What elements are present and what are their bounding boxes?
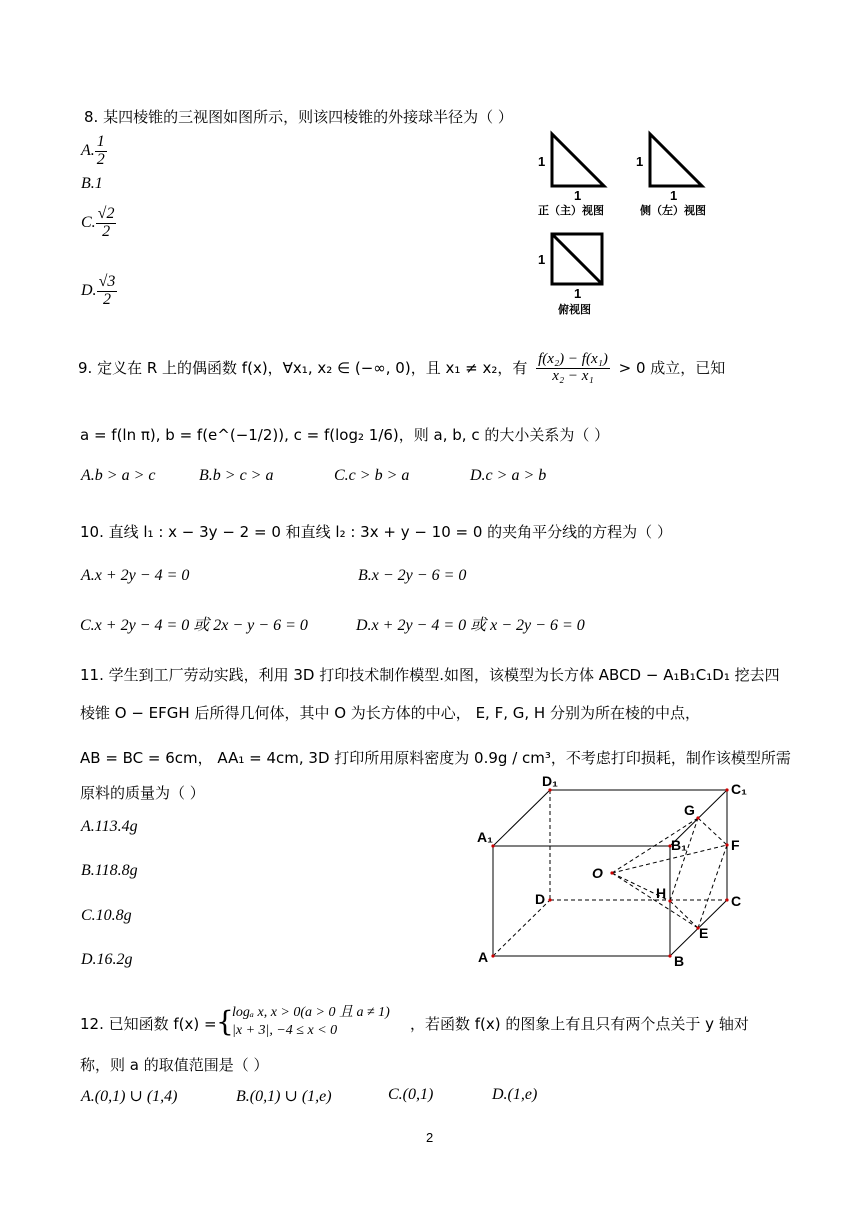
q11-cuboid-figure (470, 770, 760, 975)
q10-stem: 10. 直线 l₁ : x − 3y − 2 = 0 和直线 l₂ : 3x + y − 10 = 0 的夹角平分线的方程为（ ） (80, 523, 672, 541)
page-number: 2 (426, 1130, 434, 1145)
front-view-caption: 正（主）视图 (538, 205, 604, 217)
q12-option-b[interactable]: B.(0,1) ∪ (1,e) (236, 1088, 332, 1105)
q9-line2: a = f(ln π), b = f(e^(−1/2)), c = f(log₂ 1/6)，则 a, b, c 的大小关系为（ ） (80, 426, 610, 444)
q10-option-c[interactable]: C.x + 2y − 4 = 0 或 2x − y − 6 = 0 (80, 617, 308, 634)
q11-option-c[interactable]: C.10.8g (81, 907, 132, 924)
vertex-label-h: H (656, 885, 667, 901)
q10-option-a[interactable]: A.x + 2y − 4 = 0 (81, 567, 190, 584)
q11-option-a[interactable]: A.113.4g (81, 818, 138, 835)
q9-difference-quotient: $\frac{\text{f(x₂) − f(x₁)}}{\text{x₂ − x₁}}$ (538, 351, 608, 384)
q11-line2: 棱锥 O − EFGH 后所得几何体，其中 O 为长方体的中心， E, F, G, H 分别为所在棱的中点， (80, 704, 700, 722)
vertex-label-g: G (684, 802, 695, 818)
side-view (636, 134, 706, 217)
vertex-label-f: F (731, 837, 740, 853)
vertex-label-c: C (731, 893, 742, 909)
q12-option-a[interactable]: A.(0,1) ∪ (1,4) (81, 1088, 178, 1105)
q9-option-d[interactable]: D.c > a > b (470, 467, 547, 484)
q11-line1: 11. 学生到工厂劳动实践，利用 3D 打印技术制作模型.如图，该模型为长方体 ABCD − A₁B₁C₁D₁ 挖去四 (80, 666, 780, 684)
q10-option-d[interactable]: D.x + 2y − 4 = 0 或 x − 2y − 6 = 0 (356, 617, 585, 634)
q9-line1: 9. 定义在 R 上的偶函数 f(x)，∀x₁, x₂ ∈ (−∞, 0)，且 x₁ ≠ x₂，有 $\frac{\text{f(x₂) − f(x₁)}}{\text{x₂ − x₁}}$ > 0 成立，已知 (78, 351, 726, 384)
top-view-side-label: 1 (538, 252, 546, 267)
side-view-bottom-label: 1 (670, 188, 678, 203)
q12-stem-line2: 称，则 a 的取值范围是（ ） (80, 1056, 269, 1074)
vertex-label-a1: A₁ (477, 829, 493, 845)
top-view-bottom-label: 1 (574, 286, 582, 301)
q8-option-d[interactable]: D. $\frac{√3}{2}$ (81, 273, 116, 308)
q10-option-b[interactable]: B.x − 2y − 6 = 0 (358, 567, 467, 584)
side-view-side-label: 1 (636, 154, 644, 169)
top-view-caption: 俯视图 (558, 304, 591, 316)
q8-option-a[interactable]: A. $\frac{1}{2}$ (81, 133, 105, 168)
q9-option-c[interactable]: C.c > b > a (334, 467, 410, 484)
q9-option-a[interactable]: A.b > a > c (81, 467, 156, 484)
q9-option-b[interactable]: B.b > c > a (199, 467, 274, 484)
q8-option-c[interactable]: C. $\frac{√2}{2}$ (81, 205, 115, 240)
vertex-label-b: B (674, 953, 685, 969)
q12-stem-line1: 12. 已知函数 f(x) = { logₐ x, x > 0(a > 0 且 a ≠ 1) |x + 3|, −4 ≤ x < 0 ，若函数 f(x) 的图象上有且只有两个点关于 y 轴对 (80, 1003, 780, 1043)
side-view-caption: 侧（左）视图 (640, 205, 706, 217)
q11-line3: AB = BC = 6cm， AA₁ = 4cm, 3D 打印所用原料密度为 0.9g / cm³，不考虑打印损耗，制作该模型所需 (80, 749, 791, 767)
front-view-bottom-label: 1 (574, 188, 582, 203)
q8-three-view-figure (530, 126, 730, 326)
vertex-label-a: A (478, 949, 489, 965)
vertex-label-d1: D₁ (542, 773, 558, 789)
front-view (538, 134, 604, 217)
front-view-side-label: 1 (538, 154, 546, 169)
vertex-label-o: O (592, 865, 603, 881)
piecewise-brace: { (216, 1005, 234, 1038)
q11-option-b[interactable]: B.118.8g (81, 862, 138, 879)
q11-option-d[interactable]: D.16.2g (81, 951, 133, 968)
q8-stem: 8. 某四棱锥的三视图如图所示，则该四棱锥的外接球半径为（ ） (84, 108, 513, 126)
vertex-label-c1: C₁ (731, 781, 747, 797)
q12-option-c[interactable]: C.(0,1) (388, 1086, 434, 1103)
q8-option-b[interactable]: B.1 (81, 175, 103, 192)
vertex-label-b1: B₁ (671, 837, 687, 853)
q12-option-d[interactable]: D.(1,e) (492, 1086, 538, 1103)
vertex-label-d: D (535, 891, 546, 907)
q11-line4: 原料的质量为（ ） (80, 784, 205, 802)
top-view (538, 234, 602, 316)
vertex-label-e: E (699, 925, 709, 941)
